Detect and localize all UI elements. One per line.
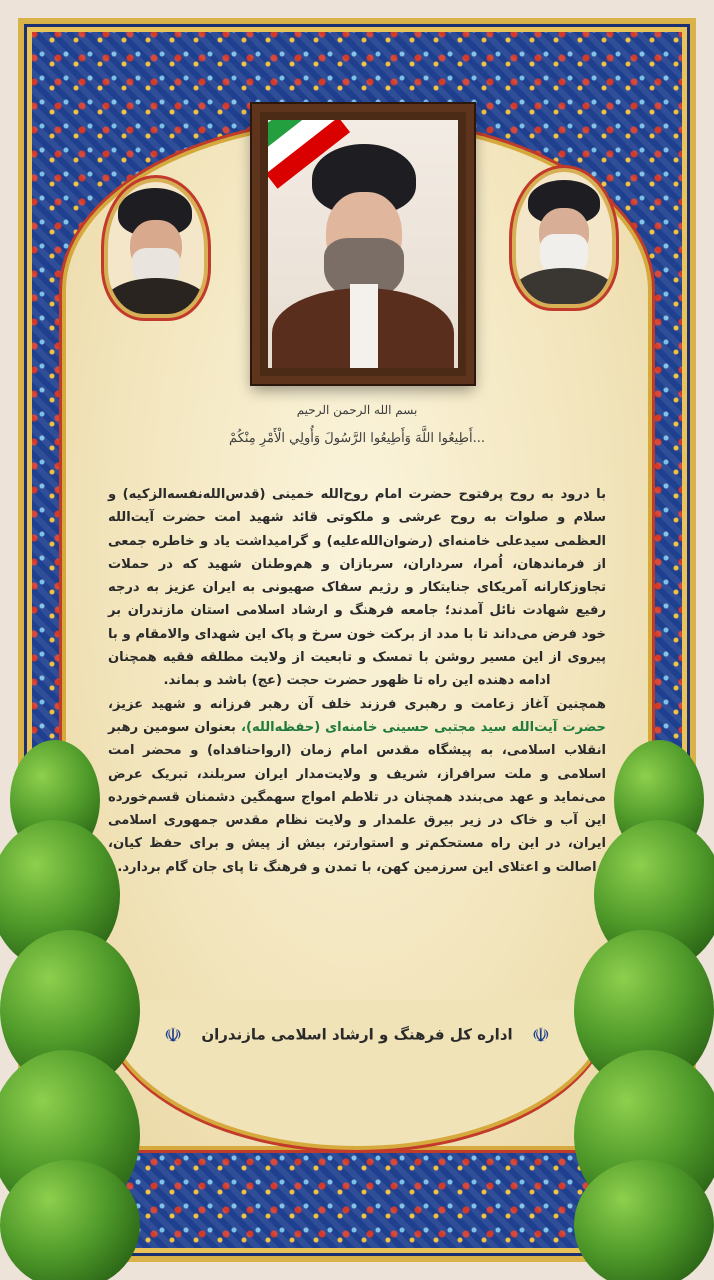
- left-portrait: [104, 182, 208, 318]
- iran-emblem-icon: ☫: [164, 1023, 183, 1047]
- message-text: بعنوان سومین رهبر انقلاب اسلامی، به پیشگاه مقدس امام زمان (ارواحنافداه) و محضر امت اسلامی و ملت سرافراز، شریف و ولایت‌مدار ایران سربلند، تبریک عرض می‌نماید و عهد می‌بندد همچنان در تلاطم امواج سهمگین دشمنان قسم‌خورده این آب و خاک در زیر بیرق علمدار و ولایت نظام مقدس جمهوری اسلامی ایران، در این راه مستحکم‌تر و استوارتر، بیش از پیش و برای حفظ کیان، اصالت و اعتلای این سرزمین کهن، با تمدن و فرهنگ تا پای جان گام بردارد.: [108, 719, 606, 875]
- right-portrait: [512, 172, 616, 308]
- iran-emblem-icon: ☫: [531, 1023, 550, 1047]
- highlighted-name: حضرت آیت‌الله سید مجتبی حسینی خامنه‌ای (حفظه‌الله)،: [240, 719, 606, 735]
- basmala: بسم الله الرحمن الرحیم: [296, 403, 418, 417]
- message-text: همچنین آغاز زعامت و رهبری فرزند خلف آن رهبر فرزانه و شهید عزیز،: [108, 696, 606, 712]
- message-paragraph: [108, 693, 606, 879]
- right-portrait-medallion: [512, 168, 616, 308]
- right-tree: [574, 740, 714, 1280]
- left-tree: [0, 740, 140, 1280]
- message-body: [108, 483, 606, 879]
- quran-verse: أَطِيعُوا اللَّهَ وَأَطِيعُوا الرَّسُولَ وَأُولِي الْأَمْرِ مِنْكُمْ...: [229, 431, 485, 446]
- signature-text: اداره کل فرهنگ و ارشاد اسلامی مازندران: [201, 1025, 513, 1044]
- left-portrait-medallion: [104, 178, 208, 318]
- main-portrait-frame: [252, 104, 474, 384]
- main-portrait: [268, 120, 458, 368]
- message-paragraph: با درود به روح پرفتوح حضرت امام روح‌الله خمینی (قدس‌الله‌نفسه‌الزکیه) و سلام و صلوات به روح عرشی و ملکوتی قائد شهید امت حضرت آیت‌الله العظمی سیدعلی خامنه‌ای (رضوان‌الله‌علیه) و گرامیداشت یاد و خاطره جمعی از فرماندهان، اُمرا، سرداران، سربازان و هم‌وطنان شهید که در حملات تجاوزکارانه آمریکای جنایتکار و رژیم سفاک صهیونی به ایران عزیز به درجه رفیع شهادت نائل آمدند؛ جامعه فرهنگ و ارشاد اسلامی استان مازندران بر خود فرض می‌داند تا با مدد از برکت خون سرخ و پاک این شهدای والامقام و با پیروی از این مسیر روشن با تمسک و تابعیت از ولایت مطلقه فقیه همچنان ادامه دهنده این راه تا ظهور حضرت حجت (عج) باشد و بماند.: [108, 487, 606, 689]
